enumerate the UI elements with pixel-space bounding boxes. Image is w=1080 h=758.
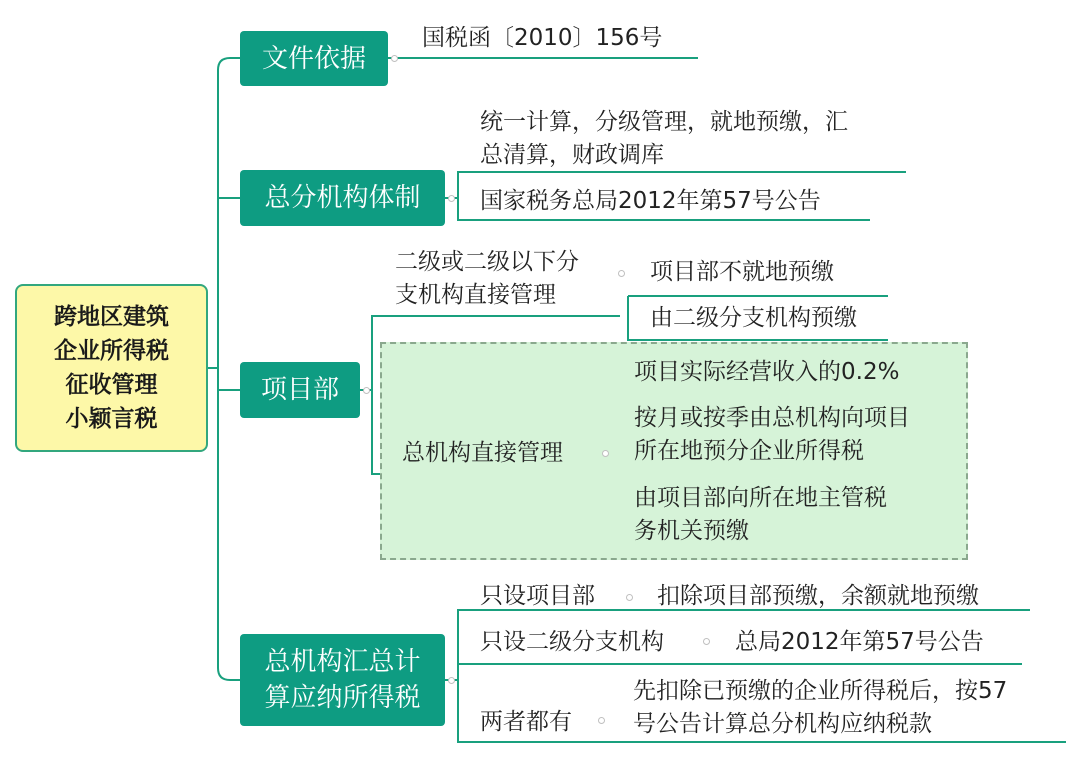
only-second-branch-detail[interactable]: 总局2012年第57号公告 <box>735 629 984 655</box>
root-line-3: 征收管理 <box>65 372 158 398</box>
second-level-line-2: 支机构直接管理 <box>395 282 556 308</box>
collapse-dot[interactable] <box>391 55 398 62</box>
root-line-4: 小颖言税 <box>65 406 158 432</box>
hq-direct-item-3-line-1: 由项目部向所在地主管税 <box>634 485 887 511</box>
branch-doc-basis[interactable] <box>240 31 388 86</box>
second-level-line-1: 二级或二级以下分 <box>395 249 579 275</box>
only-project-dept[interactable]: 只设项目部 <box>480 583 595 609</box>
collapse-dot[interactable] <box>598 717 605 724</box>
collapse-dot[interactable] <box>363 387 370 394</box>
system-principle-line-2: 总清算，财政调库 <box>480 142 664 168</box>
branch-hq-summary-tax[interactable] <box>240 634 445 726</box>
branch-hq-branch-system-label: 总分机构体制 <box>264 183 421 213</box>
collapse-dot[interactable] <box>618 270 625 277</box>
branch-hq-summary-tax-line-1: 总机构汇总计 <box>264 647 421 677</box>
branch-project-dept[interactable] <box>240 362 360 418</box>
hq-direct-item-2[interactable] <box>634 402 910 468</box>
both-exist-detail-line-1: 先扣除已预缴的企业所得税后，按57 <box>633 678 1008 704</box>
second-level-branch-managed[interactable] <box>395 246 579 312</box>
second-level-item-2[interactable]: 由二级分支机构预缴 <box>650 305 857 331</box>
hq-direct-item-2-line-1: 按月或按季由总机构向项目 <box>634 405 910 431</box>
collapse-dot[interactable] <box>448 677 455 684</box>
root-node[interactable] <box>15 284 208 452</box>
system-principle-line-1: 统一计算，分级管理，就地预缴，汇 <box>480 109 848 135</box>
collapse-dot[interactable] <box>626 594 633 601</box>
system-announcement[interactable]: 国家税务总局2012年第57号公告 <box>480 188 821 214</box>
both-exist-detail-line-2: 号公告计算总分机构应纳税款 <box>633 711 932 737</box>
hq-direct-item-3-line-2: 务机关预缴 <box>634 518 749 544</box>
both-exist[interactable]: 两者都有 <box>480 709 572 735</box>
branch-hq-summary-tax-line-2: 算应纳所得税 <box>264 683 421 713</box>
only-project-dept-detail[interactable]: 扣除项目部预缴，余额就地预缴 <box>657 583 979 609</box>
hq-direct-item-3[interactable] <box>634 482 887 548</box>
branch-doc-basis-label: 文件依据 <box>261 43 366 74</box>
root-line-1: 跨地区建筑 <box>54 304 169 330</box>
root-line-2: 企业所得税 <box>54 338 169 364</box>
collapse-dot[interactable] <box>448 195 455 202</box>
doc-basis-text[interactable]: 国税函〔2010〕156号 <box>422 25 663 51</box>
system-principle[interactable] <box>480 106 848 172</box>
collapse-dot[interactable] <box>602 450 609 457</box>
collapse-dot[interactable] <box>703 638 710 645</box>
second-level-item-1[interactable]: 项目部不就地预缴 <box>650 259 834 285</box>
only-second-branch[interactable]: 只设二级分支机构 <box>480 629 664 655</box>
branch-hq-branch-system[interactable] <box>240 170 445 226</box>
branch-project-dept-label: 项目部 <box>260 375 339 405</box>
hq-direct-item-1[interactable]: 项目实际经营收入的0.2% <box>634 359 900 385</box>
hq-direct-managed[interactable]: 总机构直接管理 <box>402 440 563 466</box>
both-exist-detail[interactable] <box>633 675 1007 741</box>
hq-direct-item-2-line-2: 所在地预分企业所得税 <box>634 438 864 464</box>
